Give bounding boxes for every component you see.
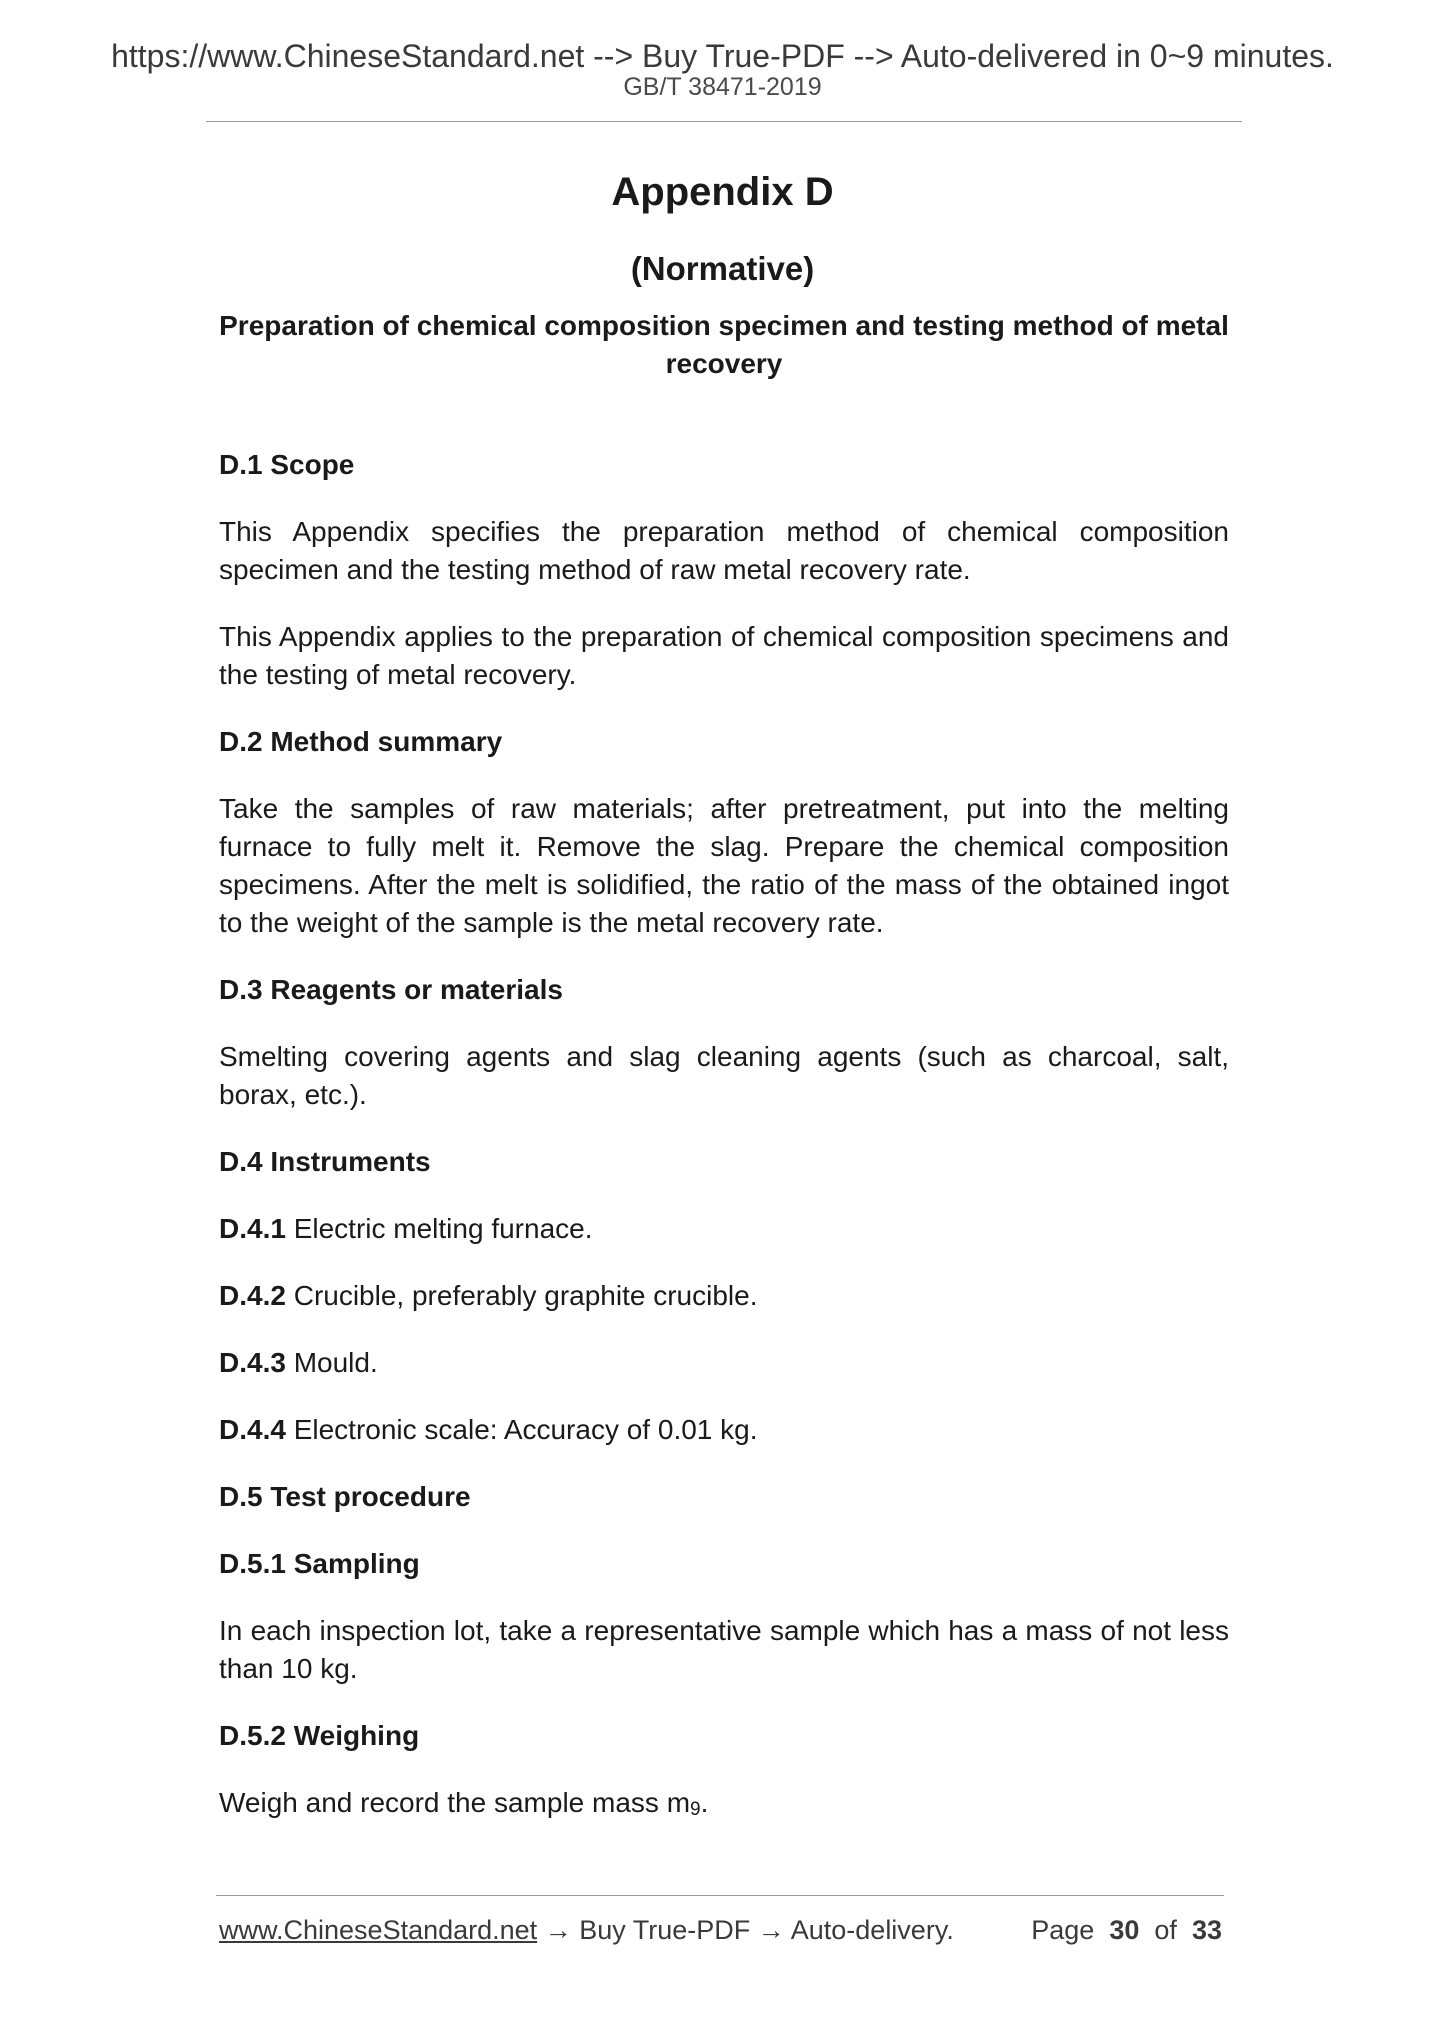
appendix-subtitle: Preparation of chemical composition specimen and testing method of metal recovery [219,310,1229,379]
clause-d4-4 [219,1411,1229,1449]
paragraph-d1-1: This Appendix specifies the preparation method of chemical composition specimen and the testing method of raw metal recovery rate. [219,516,1229,585]
standard-code: GB/T 38471-2019 [623,73,822,101]
clause-number: D.4.1 [219,1213,286,1244]
clause-text: Electronic scale: Accuracy of 0.01 kg. [285,1414,758,1445]
section-heading-d5-2: D.5.2 Weighing [219,1720,420,1751]
footer-tail: → Buy True-PDF → Auto-delivery. [537,1915,954,1945]
paragraph-d2-1: Take the samples of raw materials; after pretreatment, put into the melting furnace to fully melt it. Remove the slag. Prepare the chemical composition specimens. After the melt is solidified, the ratio of the mass of the obtained ingot to the weight of the sample is the metal recovery rate. [219,793,1229,938]
clause-text: Electric melting furnace. [285,1213,593,1244]
clause-number: D.4.3 [219,1347,286,1378]
paragraph-d1-2: This Appendix applies to the preparation of chemical composition specimens and the testing of metal recovery. [219,621,1229,690]
clause-d4-1 [219,1210,1229,1248]
header-divider [206,121,1242,122]
clause-text: Crucible, preferably graphite crucible. [285,1280,758,1311]
clause-text: Mould. [285,1347,378,1378]
paragraph-d5-2 [219,1784,1229,1829]
clause-d4-2 [219,1277,1229,1315]
paragraph-text: Weigh and record the sample mass m [219,1787,691,1818]
section-heading-d1: D.1 Scope [219,449,355,480]
mass-subscript: 9 [690,1799,701,1820]
paragraph-d5-1: In each inspection lot, take a representative sample which has a mass of not less than 10 kg. [219,1615,1229,1684]
document-body [219,446,1229,1858]
page-total: 33 [1191,1915,1222,1945]
header-banner[interactable]: https://www.ChineseStandard.net --> Buy True-PDF --> Auto-delivered in 0~9 minutes. [111,38,1334,74]
page-indicator [1031,1917,1222,1944]
section-heading-d4: D.4 Instruments [219,1146,431,1177]
page-label: Page [1031,1915,1095,1945]
of-label: of [1154,1915,1177,1945]
clause-number: D.4.4 [219,1414,286,1445]
paragraph-end: . [700,1787,709,1818]
section-heading-d5: D.5 Test procedure [219,1481,471,1512]
section-heading-d5-1: D.5.1 Sampling [219,1548,420,1579]
appendix-title: Appendix D [611,170,834,214]
page-number: 30 [1109,1915,1140,1945]
footer-divider [216,1895,1224,1896]
clause-number: D.4.2 [219,1280,286,1311]
appendix-type: (Normative) [630,250,815,287]
section-heading-d3: D.3 Reagents or materials [219,974,563,1005]
clause-d4-3 [219,1344,1229,1382]
footer-promo [219,1917,954,1944]
paragraph-d3-1: Smelting covering agents and slag cleaning agents (such as charcoal, salt, borax, etc.). [219,1041,1229,1110]
footer-link[interactable]: www.ChineseStandard.net [219,1915,538,1945]
section-heading-d2: D.2 Method summary [219,726,503,757]
